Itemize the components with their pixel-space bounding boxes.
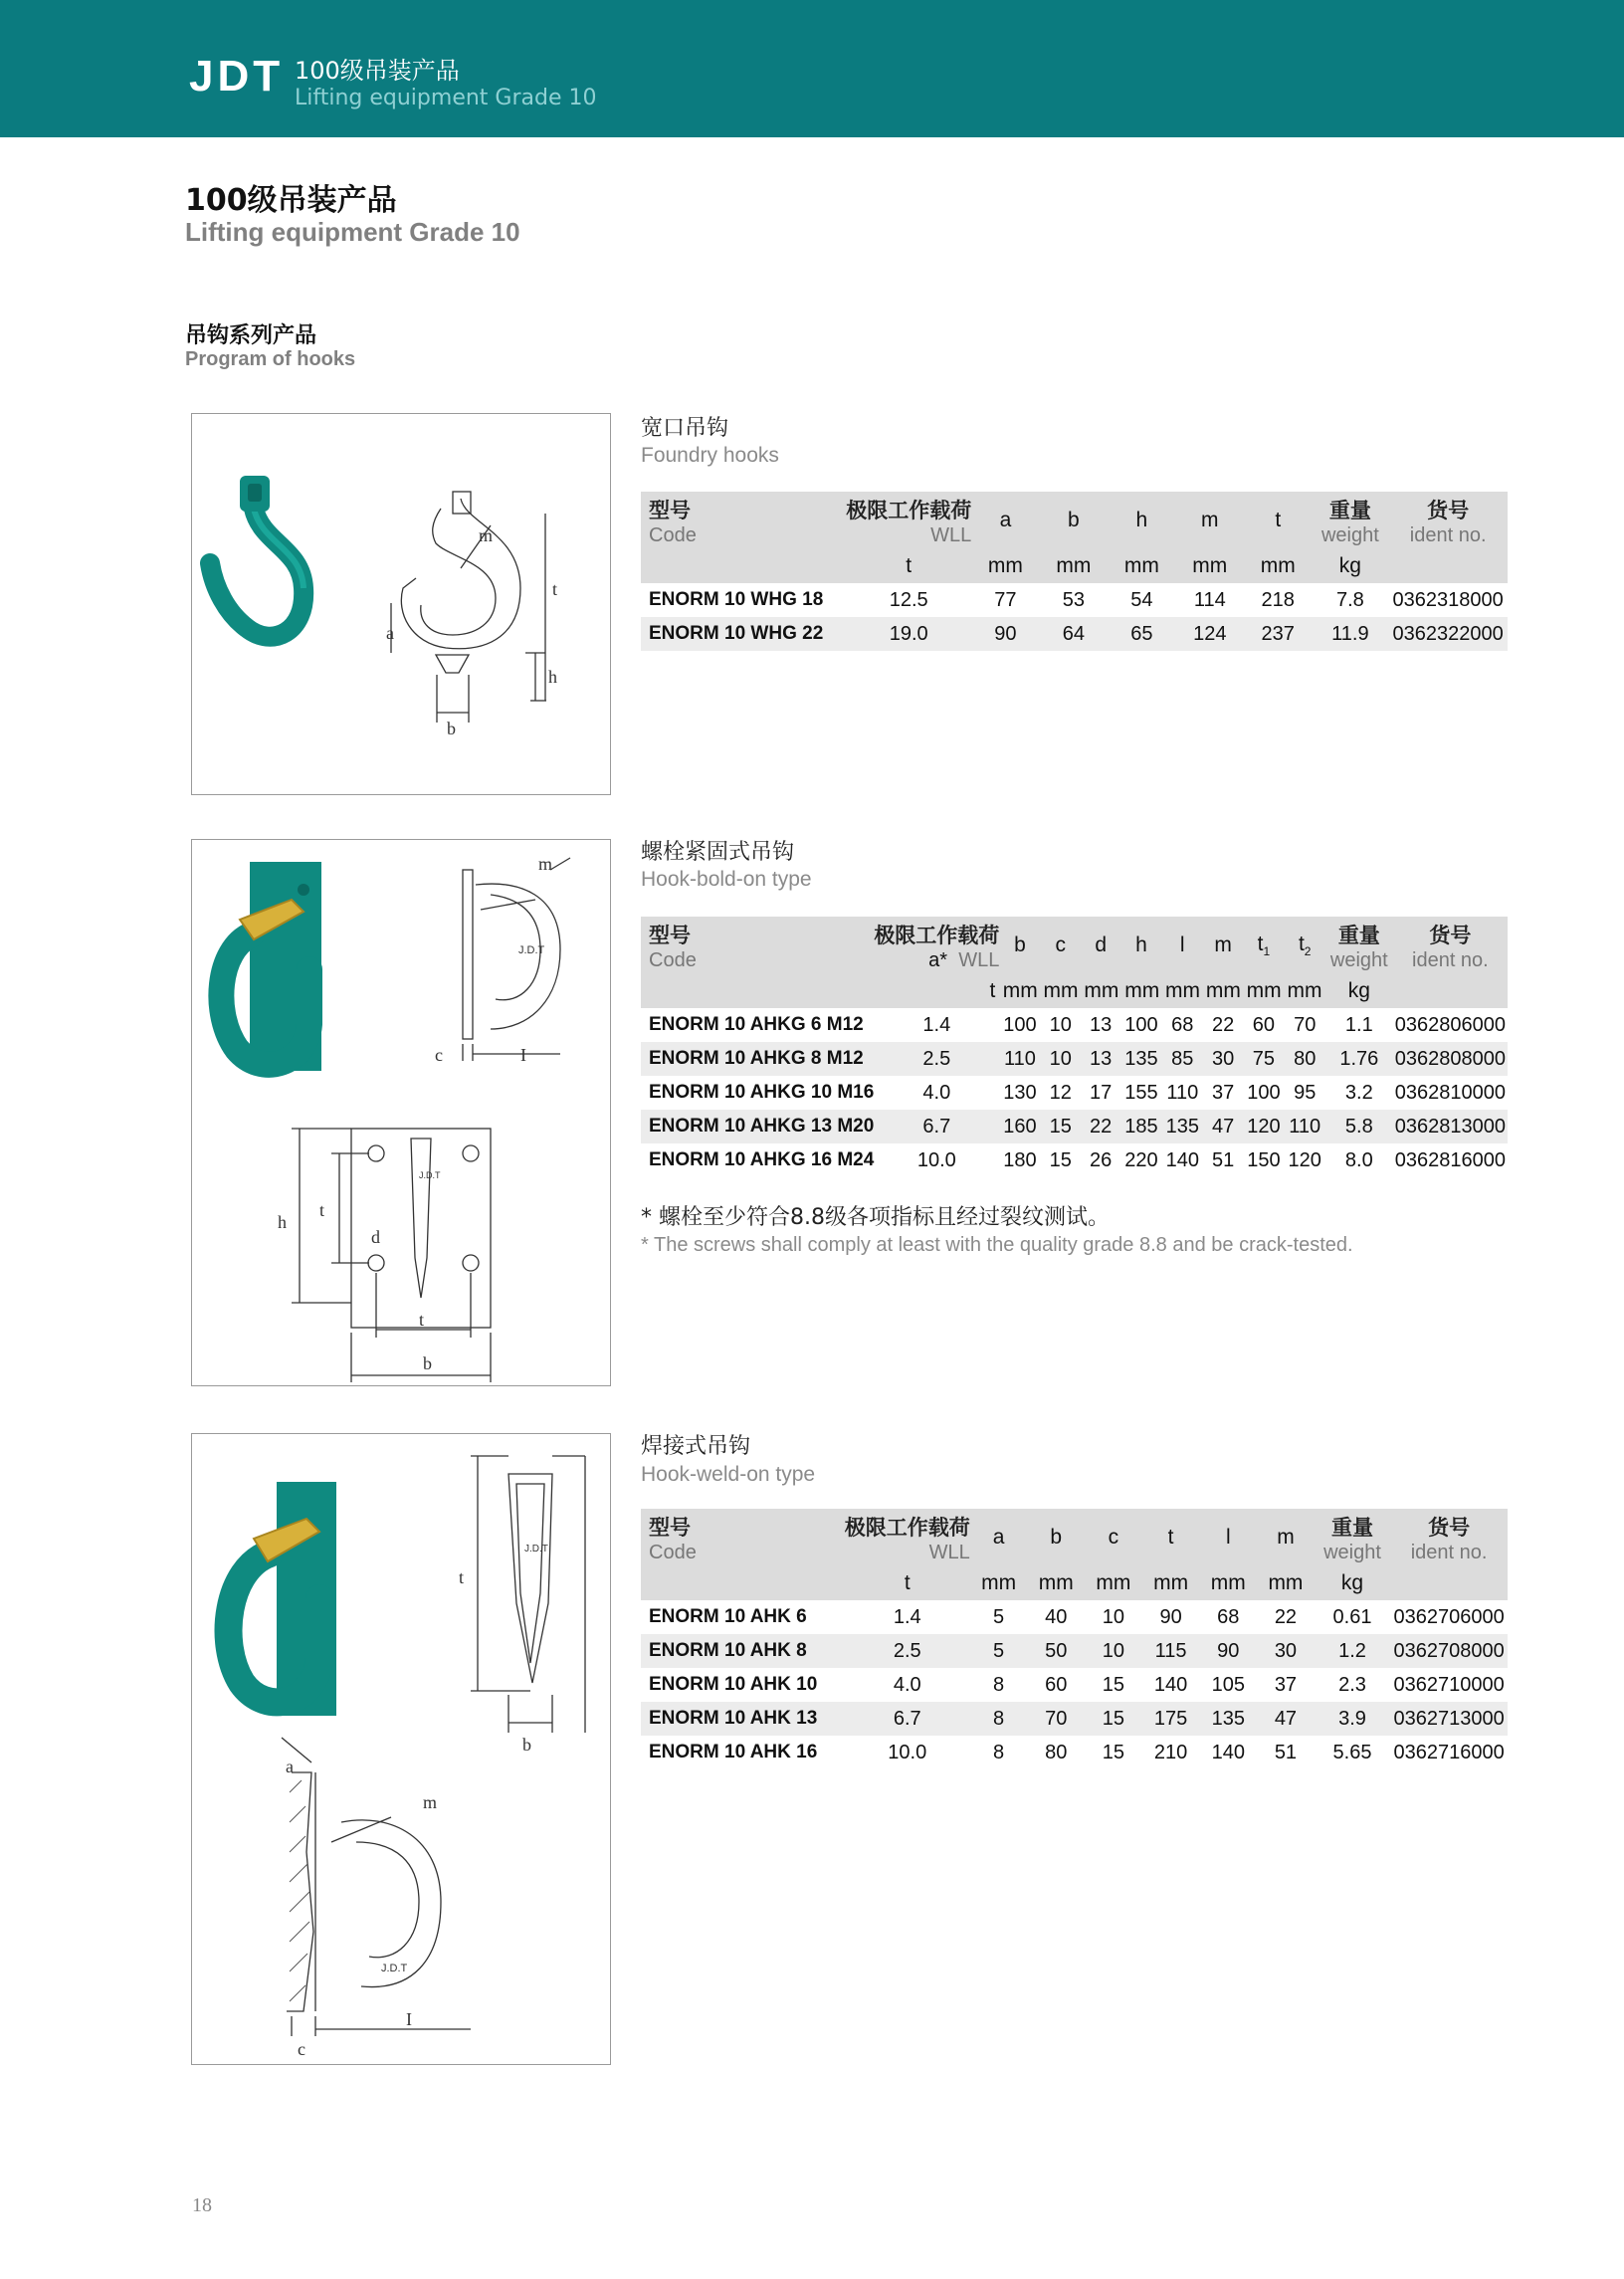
cell-t: 218 [1261, 588, 1295, 611]
cell-c: 15 [1049, 1148, 1072, 1171]
cell-b: 50 [1045, 1639, 1068, 1662]
foundry-unit-m: mm [1192, 554, 1228, 577]
bolt-head-h: h [1135, 933, 1147, 956]
cell-m: 124 [1193, 622, 1227, 645]
bolt-on-hook-drawing [292, 858, 570, 1382]
cell-m: 37 [1274, 1673, 1298, 1696]
cell-c: 12 [1049, 1081, 1072, 1104]
cell-wll: 2.5 [893, 1639, 921, 1662]
foundry-head-m: m [1201, 509, 1219, 531]
bolt-on-label-h: h [278, 1212, 287, 1232]
weld-on-label-m: m [423, 1792, 438, 1812]
weld-head-m: m [1277, 1526, 1295, 1549]
foundry-head-t: t [1275, 509, 1282, 531]
cell-d: 13 [1090, 1013, 1113, 1036]
bolt-head-weight-cn: 重量 [1337, 923, 1380, 947]
cell-a: 5 [993, 1605, 1005, 1628]
cell-a: 8 [993, 1673, 1005, 1696]
page-header [0, 0, 1624, 137]
cell-weight: 11.9 [1331, 622, 1369, 645]
cell-t: 90 [1159, 1605, 1182, 1628]
bolt-on-spec-table [641, 917, 1508, 1177]
weld-head-code-en: Code [649, 1541, 697, 1563]
bolt-head-b: b [1014, 933, 1026, 956]
foundry-unit-b: mm [1056, 554, 1092, 577]
cell-wll: 4.0 [893, 1673, 921, 1696]
bolt-unit-weight: kg [1347, 979, 1370, 1002]
cell-weight: 8.0 [1344, 1148, 1373, 1171]
cell-ident: 0362322000 [1392, 622, 1504, 645]
table-row [641, 1143, 1508, 1177]
cell-ident: 0362810000 [1394, 1081, 1506, 1104]
foundry-head-weight-en: weight [1320, 523, 1379, 546]
foundry-title-cn: 宽口吊钩 [641, 416, 729, 441]
cell-t: 140 [1153, 1673, 1188, 1696]
foundry-label-a: a [386, 623, 394, 643]
foundry-label-t: t [552, 579, 558, 599]
foundry-label-h: h [548, 667, 557, 687]
weld-on-stamp-side: J.D.T [381, 1963, 408, 1974]
foundry-hook-figure [191, 413, 611, 795]
weld-on-hook-figure [191, 1433, 611, 2065]
cell-c: 10 [1102, 1605, 1125, 1628]
weld-unit-b: mm [1038, 1571, 1074, 1594]
cell-h: 65 [1130, 622, 1153, 645]
foundry-unit-weight: kg [1338, 554, 1361, 577]
bolt-head-t1: t [1257, 932, 1264, 955]
cell-code: ENORM 10 WHG 18 [649, 589, 824, 610]
cell-h: 155 [1124, 1081, 1158, 1104]
cell-weight: 5.8 [1344, 1115, 1373, 1138]
cell-c: 10 [1049, 1013, 1072, 1036]
bolt-on-label-t2: t [419, 1310, 425, 1330]
weld-on-label-a: a [286, 1757, 294, 1776]
foundry-unit-wll: t [906, 554, 913, 577]
cell-ident: 0362716000 [1393, 1741, 1505, 1763]
weld-unit-a: mm [981, 1571, 1017, 1594]
foundry-head-code-cn: 型号 [649, 498, 691, 522]
cell-code: ENORM 10 AHKG 16 M24 [649, 1149, 875, 1170]
weld-unit-wll: t [904, 1571, 911, 1594]
weld-head-wll-cn: 极限工作载荷 [844, 1515, 970, 1540]
cell-m: 37 [1211, 1081, 1235, 1104]
bolt-head-code-en: Code [649, 948, 697, 971]
program-title-cn: 吊钩系列产品 [185, 323, 317, 348]
cell-m: 30 [1274, 1639, 1298, 1662]
foundry-head-a: a [999, 509, 1012, 531]
bolt-head-weight-en: weight [1329, 948, 1388, 971]
foundry-spec-table [641, 492, 1508, 651]
foundry-hook-drawing [391, 492, 546, 723]
cell-t1: 120 [1247, 1115, 1281, 1138]
bolt-head-t1-sub: 1 [1263, 944, 1271, 959]
cell-a: 77 [994, 588, 1017, 611]
foundry-head-ident-cn: 货号 [1427, 498, 1470, 522]
foundry-unit-a: mm [987, 554, 1023, 577]
bolt-on-label-l: I [520, 1045, 526, 1065]
cell-weight: 1.2 [1338, 1639, 1366, 1662]
cell-l: 105 [1211, 1673, 1245, 1696]
header-title-en: Lifting equipment Grade 10 [295, 86, 597, 110]
table-row [641, 1110, 1508, 1143]
weld-head-weight-en: weight [1323, 1541, 1381, 1563]
cell-weight: 7.8 [1335, 588, 1364, 611]
cell-a: 5 [993, 1639, 1005, 1662]
weld-head-ident-en: ident no. [1410, 1541, 1488, 1563]
weld-on-hook-photo [229, 1482, 336, 1716]
cell-ident: 0362318000 [1392, 588, 1504, 611]
cell-code: ENORM 10 AHK 8 [649, 1640, 807, 1661]
weld-unit-t: mm [1153, 1571, 1189, 1594]
cell-l: 68 [1171, 1013, 1194, 1036]
bolt-on-note-cn: * 螺栓至少符合8.8级各项指标且经过裂纹测试。 [641, 1205, 1110, 1230]
cell-wll: 10.0 [888, 1741, 927, 1763]
cell-h: 185 [1124, 1115, 1158, 1138]
cell-d: 17 [1090, 1081, 1113, 1104]
table-row [641, 583, 1508, 617]
bolt-head-l: l [1179, 933, 1185, 956]
cell-wll: 1.4 [893, 1605, 921, 1628]
cell-ident: 0362813000 [1394, 1115, 1506, 1138]
cell-b: 70 [1045, 1707, 1068, 1730]
cell-wll: 19.0 [889, 622, 928, 645]
cell-code: ENORM 10 AHKG 8 M12 [649, 1048, 864, 1069]
cell-b: 60 [1045, 1673, 1068, 1696]
table-row [641, 1634, 1508, 1668]
cell-t1: 150 [1247, 1148, 1281, 1171]
bolt-on-label-m: m [538, 854, 553, 874]
table-row [641, 1076, 1508, 1110]
cell-b: 64 [1062, 622, 1085, 645]
weld-head-l: l [1225, 1526, 1231, 1549]
table-row [641, 1600, 1508, 1634]
cell-b: 80 [1045, 1741, 1068, 1763]
weld-on-label-b: b [522, 1735, 531, 1755]
cell-a: 8 [993, 1707, 1005, 1730]
cell-m: 47 [1274, 1707, 1298, 1730]
foundry-label-b: b [447, 719, 456, 738]
cell-d: 26 [1090, 1148, 1113, 1171]
cell-m: 30 [1211, 1047, 1235, 1070]
jdt-logo: JDT [189, 52, 285, 101]
cell-wll: 6.7 [922, 1115, 951, 1138]
cell-c: 10 [1102, 1639, 1125, 1662]
foundry-hook-photo [210, 476, 304, 637]
cell-l: 68 [1217, 1605, 1240, 1628]
foundry-head-h: h [1135, 509, 1148, 531]
cell-a: 8 [993, 1741, 1005, 1763]
cell-m: 51 [1274, 1741, 1298, 1763]
cell-code: ENORM 10 AHKG 10 M16 [649, 1082, 875, 1103]
bolt-on-title-cn: 螺栓紧固式吊钩 [641, 840, 795, 865]
cell-c: 15 [1102, 1741, 1125, 1763]
cell-code: ENORM 10 AHK 6 [649, 1606, 807, 1627]
cell-weight: 5.65 [1332, 1741, 1372, 1763]
bolt-on-stamp: J.D.T [518, 944, 545, 956]
table-row [641, 1668, 1508, 1702]
cell-b: 110 [1004, 1047, 1036, 1070]
cell-code: ENORM 10 AHKG 13 M20 [649, 1116, 875, 1137]
page-number: 18 [192, 2194, 212, 2216]
weld-head-code-cn: 型号 [649, 1515, 691, 1540]
bolt-unit-dims: mm mm mm mm mm mm mm mm [1002, 979, 1322, 1002]
weld-head-a: a [992, 1526, 1005, 1549]
cell-wll: 10.0 [916, 1148, 956, 1171]
cell-b: 40 [1045, 1605, 1068, 1628]
cell-m: 51 [1211, 1148, 1235, 1171]
weld-head-c: c [1108, 1526, 1119, 1549]
header-title-cn: 100级吊装产品 [295, 57, 460, 85]
weld-unit-weight: kg [1340, 1571, 1364, 1594]
bolt-on-hook-photo [221, 862, 321, 1071]
cell-l: 140 [1165, 1148, 1199, 1171]
cell-l: 90 [1217, 1639, 1240, 1662]
weld-unit-c: mm [1096, 1571, 1131, 1594]
cell-t2: 80 [1294, 1047, 1317, 1070]
bolt-head-t2-sub: 2 [1304, 944, 1312, 959]
cell-d: 13 [1090, 1047, 1113, 1070]
bolt-on-label-d: d [371, 1227, 380, 1247]
cell-t: 210 [1153, 1741, 1188, 1763]
bolt-head-d: d [1095, 933, 1107, 956]
cell-wll: 2.5 [922, 1047, 951, 1070]
cell-weight: 3.9 [1338, 1707, 1366, 1730]
cell-h: 100 [1124, 1013, 1158, 1036]
cell-l: 85 [1171, 1047, 1194, 1070]
bolt-on-label-b: b [423, 1353, 432, 1373]
cell-weight: 0.61 [1332, 1605, 1372, 1628]
foundry-head-weight-cn: 重量 [1328, 498, 1371, 522]
weld-hatch [290, 1780, 309, 2001]
bolt-head-code-cn: 型号 [649, 923, 691, 947]
weld-head-weight-cn: 重量 [1331, 1515, 1373, 1540]
bolt-on-label-t1: t [319, 1200, 325, 1220]
bolt-unit-wll: t [989, 979, 996, 1002]
cell-b: 160 [1003, 1115, 1037, 1138]
cell-c: 15 [1102, 1673, 1125, 1696]
bolt-on-hook-figure [191, 839, 611, 1386]
weld-on-label-c: c [298, 2039, 305, 2059]
cell-wll: 1.4 [922, 1013, 951, 1036]
cell-ident: 0362706000 [1393, 1605, 1505, 1628]
cell-code: ENORM 10 AHKG 6 M12 [649, 1014, 864, 1035]
bolt-on-title-en: Hook-bold-on type [641, 868, 812, 891]
cell-t: 115 [1154, 1639, 1187, 1662]
weld-on-label-l: I [406, 2009, 412, 2029]
cell-b: 100 [1003, 1013, 1037, 1036]
cell-c: 15 [1049, 1115, 1072, 1138]
cell-t1: 75 [1252, 1047, 1276, 1070]
weld-unit-m: mm [1268, 1571, 1304, 1594]
cell-wll: 4.0 [922, 1081, 951, 1104]
cell-h: 135 [1124, 1047, 1158, 1070]
cell-t1: 60 [1252, 1013, 1276, 1036]
weld-on-stamp: J.D.T [524, 1544, 548, 1554]
cell-t: 175 [1153, 1707, 1188, 1730]
foundry-head-ident-en: ident no. [1409, 523, 1487, 546]
cell-a: 90 [994, 622, 1017, 645]
cell-weight: 1.1 [1344, 1013, 1373, 1036]
foundry-head-wll-en: WLL [930, 523, 972, 546]
cell-l: 135 [1211, 1707, 1245, 1730]
bolt-on-stamp-front: J.D.T [419, 1170, 441, 1180]
table-row [641, 617, 1508, 651]
table-row [641, 1702, 1508, 1736]
page-title-cn: 100级吊装产品 [185, 183, 397, 218]
weld-head-t: t [1167, 1526, 1174, 1549]
foundry-title-en: Foundry hooks [641, 444, 779, 467]
bolt-head-a-star: a* [928, 948, 948, 971]
cell-l: 110 [1166, 1081, 1199, 1104]
bolt-head-m: m [1214, 933, 1232, 956]
foundry-label-m: m [479, 525, 494, 545]
cell-weight: 3.2 [1344, 1081, 1373, 1104]
cell-t2: 120 [1288, 1148, 1321, 1171]
foundry-head-wll-cn: 极限工作载荷 [846, 498, 972, 522]
cell-t2: 95 [1294, 1081, 1317, 1104]
weld-head-wll-en: WLL [928, 1541, 970, 1563]
cell-ident: 0362808000 [1394, 1047, 1506, 1070]
cell-wll: 6.7 [893, 1707, 921, 1730]
table-row [641, 1736, 1508, 1769]
table-row [641, 1008, 1508, 1042]
cell-m: 47 [1211, 1115, 1235, 1138]
program-title-en: Program of hooks [185, 348, 356, 370]
weld-on-label-t: t [459, 1567, 465, 1587]
foundry-unit-t: mm [1260, 554, 1296, 577]
cell-m: 22 [1211, 1013, 1235, 1036]
cell-ident: 0362708000 [1393, 1639, 1505, 1662]
bolt-on-label-c: c [435, 1045, 443, 1065]
bolt-head-wll-en: WLL [958, 948, 1000, 971]
cell-d: 22 [1090, 1115, 1113, 1138]
cell-weight: 2.3 [1338, 1673, 1366, 1696]
foundry-unit-h: mm [1123, 554, 1159, 577]
cell-ident: 0362816000 [1394, 1148, 1506, 1171]
cell-m: 22 [1274, 1605, 1298, 1628]
cell-b: 180 [1003, 1148, 1037, 1171]
weld-head-ident-cn: 货号 [1428, 1515, 1471, 1540]
bolt-head-ident-en: ident no. [1412, 948, 1489, 971]
cell-code: ENORM 10 AHK 16 [649, 1742, 818, 1762]
foundry-head-code-en: Code [649, 523, 697, 546]
bolt-head-c: c [1055, 933, 1067, 956]
cell-b: 130 [1003, 1081, 1037, 1104]
bolt-on-note-en: * The screws shall comply at least with the quality grade 8.8 and be crack-tested. [641, 1234, 1353, 1256]
table-row [641, 1042, 1508, 1076]
cell-ident: 0362713000 [1393, 1707, 1505, 1730]
cell-c: 10 [1049, 1047, 1072, 1070]
foundry-head-b: b [1068, 509, 1080, 531]
page-title-en: Lifting equipment Grade 10 [185, 217, 520, 247]
cell-code: ENORM 10 AHK 10 [649, 1674, 818, 1695]
cell-b: 53 [1062, 588, 1085, 611]
cell-code: ENORM 10 WHG 22 [649, 623, 824, 644]
cell-l: 135 [1165, 1115, 1199, 1138]
cell-h: 54 [1130, 588, 1153, 611]
bolt-head-ident-cn: 货号 [1429, 923, 1472, 947]
bolt-head-wll-cn: 极限工作载荷 [874, 923, 1000, 947]
weld-unit-l: mm [1210, 1571, 1246, 1594]
cell-ident: 0362710000 [1393, 1673, 1505, 1696]
cell-code: ENORM 10 AHK 13 [649, 1708, 818, 1729]
cell-ident: 0362806000 [1394, 1013, 1506, 1036]
cell-wll: 12.5 [889, 588, 928, 611]
cell-t: 237 [1261, 622, 1295, 645]
cell-t2: 110 [1289, 1115, 1321, 1138]
weld-on-title-cn: 焊接式吊钩 [641, 1434, 751, 1459]
weld-on-title-en: Hook-weld-on type [641, 1463, 816, 1486]
bolt-head-t2: t [1298, 932, 1305, 955]
cell-m: 114 [1193, 588, 1226, 611]
cell-t2: 70 [1294, 1013, 1317, 1036]
weld-head-b: b [1050, 1526, 1063, 1549]
weld-on-spec-table [641, 1509, 1508, 1769]
cell-l: 140 [1211, 1741, 1245, 1763]
cell-weight: 1.76 [1339, 1047, 1379, 1070]
cell-t1: 100 [1247, 1081, 1281, 1104]
cell-c: 15 [1102, 1707, 1125, 1730]
cell-h: 220 [1124, 1148, 1158, 1171]
